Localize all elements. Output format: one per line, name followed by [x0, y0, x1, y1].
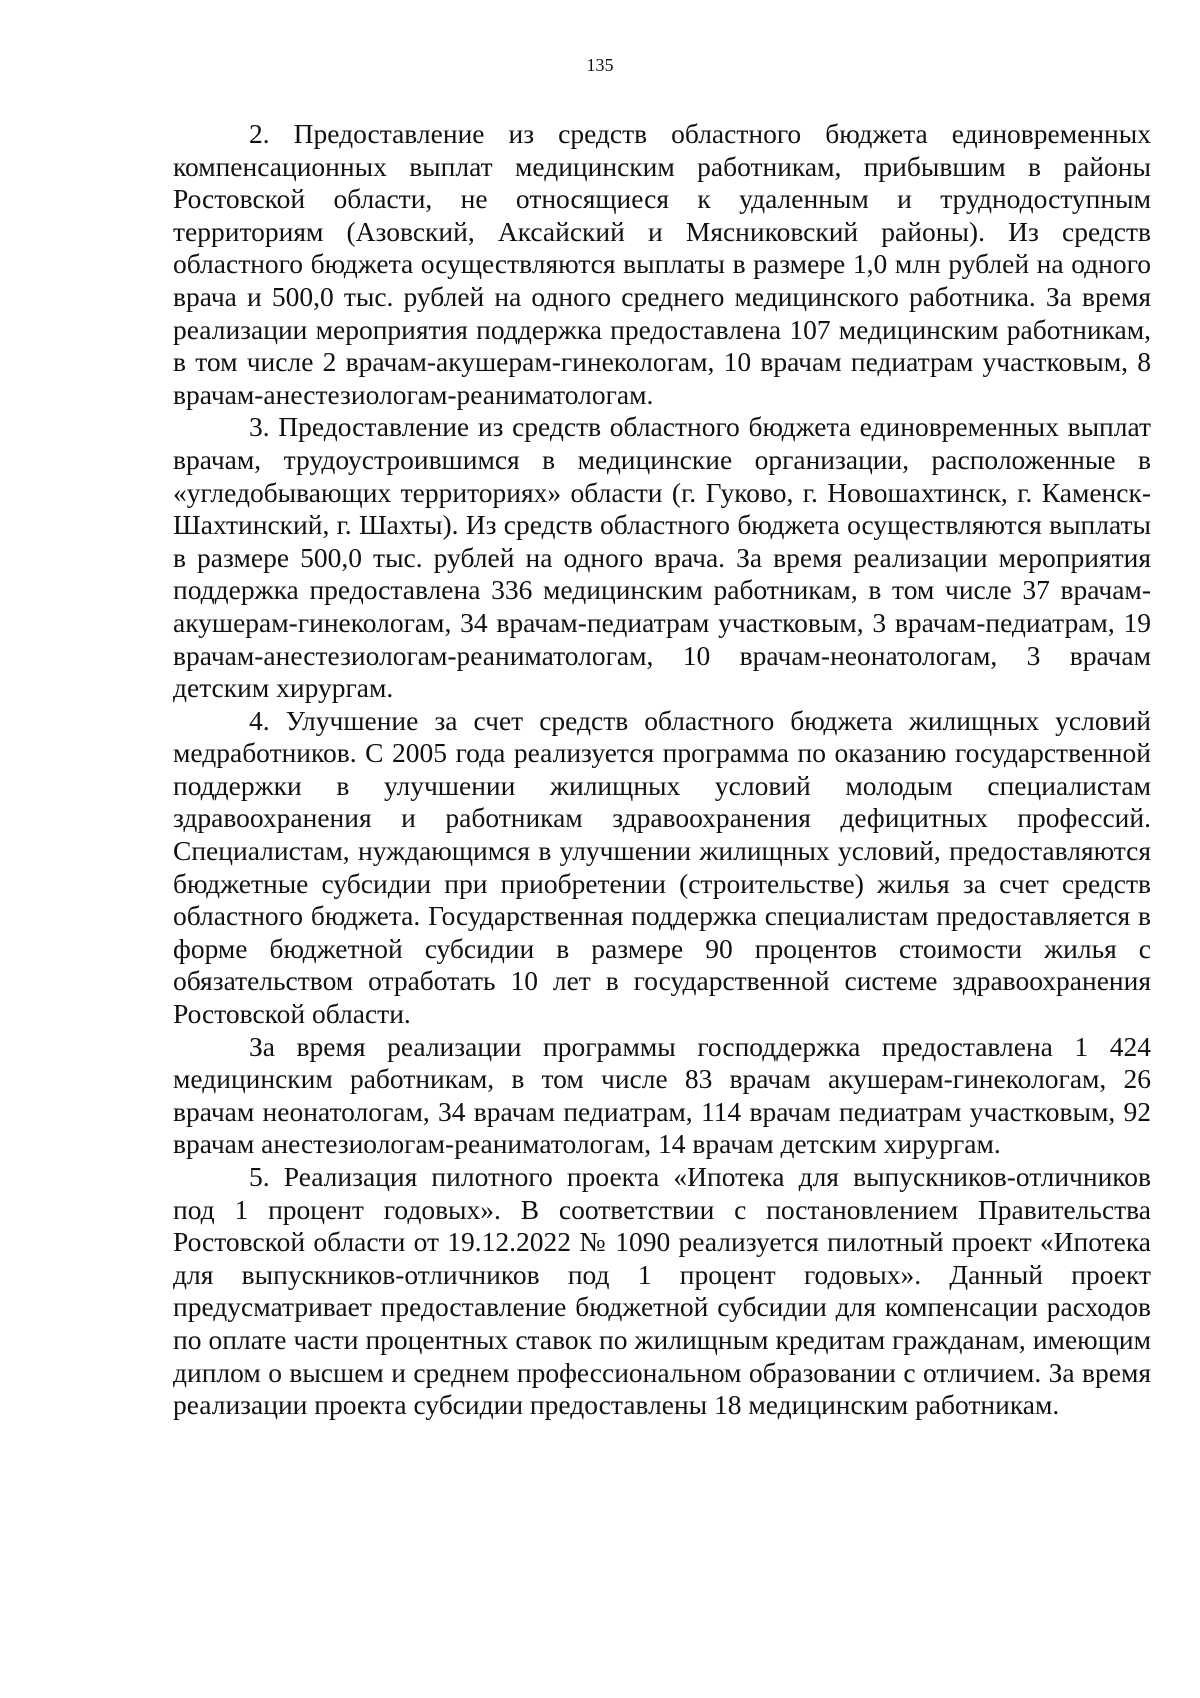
paragraph-item-4: 4. Улучшение за счет средств областного бюджета жилищных условий медработников. С 2005 года реализуется программа по оказанию государственной поддержки в улучшении жилищных условий молодым специалистам здравоохранения и работникам здравоохранения дефицитных профессий. Специалистам, нуждающимся в улучшении жилищных условий, предоставляются бюджетные субсидии при приобретении (строительстве) жилья за счет средств областного бюджета. Государственная поддержка специалистам предоставляется в форме бюджетной субсидии в размере 90 процентов стоимости жилья с обязательством отработать 10 лет в государственной системе здравоохранения Ростовской области. — [173, 704, 1151, 1030]
page-number: 135 — [586, 55, 614, 75]
paragraph-program-results: За время реализации программы господдержка предоставлена 1 424 медицинским работникам, в том числе 83 врачам акушерам-гинекологам, 26 врачам неонатологам, 34 врачам педиатрам, 114 врачам педиатрам участковым, 92 врачам анестезиологам-реаниматологам, 14 врачам детским хирургам. — [173, 1030, 1151, 1160]
paragraph-item-5: 5. Реализация пилотного проекта «Ипотека для выпускников-отличников под 1 процент годовых». В соответствии с постановлением Правительства Ростовской области от 19.12.2022 № 1090 реализуется пилотный проект «Ипотека для выпускников-отличников под 1 процент годовых». Данный проект предусматривает предоставление бюджетной субсидии для компенсации расходов по оплате части процентных ставок по жилищным кредитам гражданам, имеющим диплом о высшем и среднем профессиональном образовании с отличием. За время реализации проекта субсидии предоставлены 18 медицинским работникам. — [173, 1161, 1151, 1421]
paragraph-item-2: 2. Предоставление из средств областного бюджета единовременных компенсационных выплат медицинским работникам, прибывшим в районы Ростовской области, не относящиеся к удаленным и труднодоступным территориям (Азовский, Аксайский и Мясниковский районы). Из средств областного бюджета осуществляются выплаты в размере 1,0 млн рублей на одного врача и 500,0 тыс. рублей на одного среднего медицинского работника. За время реализации мероприятия поддержка предоставлена 107 медицинским работникам, в том числе 2 врачам-акушерам-гинекологам, 10 врачам педиатрам участковым, 8 врачам-анестезиологам-реаниматологам. — [173, 118, 1151, 410]
paragraph-item-3: 3. Предоставление из средств областного бюджета единовременных выплат врачам, трудоустроившимся в медицинские организации, расположенные в «угледобывающих территориях» области (г. Гуково, г. Новошахтинск, г. Каменск-Шахтинский, г. Шахты). Из средств областного бюджета осуществляются выплаты в размере 500,0 тыс. рублей на одного врача. За время реализации мероприятия поддержка предоставлена 336 медицинским работникам, в том числе 37 врачам-акушерам-гинекологам, 34 врачам-педиатрам участковым, 3 врачам-педиатрам, 19 врачам-анестезиологам-реаниматологам, 10 врачам-неонатологам, 3 врачам детским хирургам. — [173, 411, 1151, 704]
document-body — [173, 118, 1151, 1422]
